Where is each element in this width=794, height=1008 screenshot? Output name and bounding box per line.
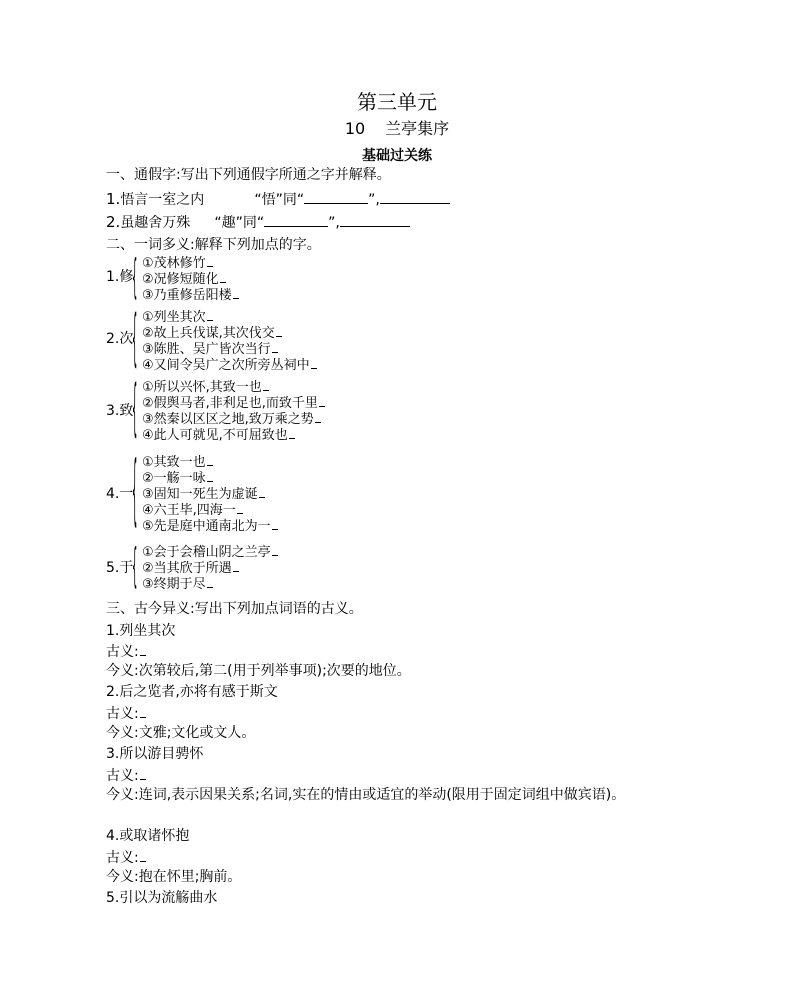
gu-yi-line: 古义: — [106, 767, 146, 786]
polysemy-item: ②当其欣于所遇 — [142, 561, 278, 577]
part3-heading: 三、古今异义:写出下列加点词语的古义。 — [106, 601, 363, 617]
group-lead: 2.次 — [106, 331, 134, 347]
polysemy-item: ①其致一也 — [142, 455, 278, 471]
lesson-name: 兰亭集序 — [385, 119, 450, 138]
polysemy-item: ③乃重修岳阳楼 — [142, 288, 239, 304]
jin-yi-line: 今义:抱在怀里;胸前。 — [106, 869, 242, 885]
part3-question: 5.引以为流觞曲水 — [106, 890, 218, 906]
polysemy-item: ④六王毕,四海一 — [142, 503, 278, 519]
answer-blank[interactable] — [340, 212, 410, 227]
polysemy-item: ③然秦以区区之地,致万乘之势 — [142, 412, 325, 428]
answer-blank[interactable] — [304, 189, 368, 204]
part1-item-1: 1.悟言一室之内 “悟”同“ ”, — [106, 189, 450, 210]
polysemy-item: ②况修短随化 — [142, 272, 239, 288]
polysemy-item: ③陈胜、吴广皆次当行 — [142, 342, 317, 358]
part3-question: 1.列坐其次 — [106, 623, 176, 639]
part1-item-2: 2.虽趣舍万殊 “趣”同“ ”, — [106, 212, 410, 233]
part3-question: 4.或取诸怀抱 — [106, 828, 190, 844]
brace-icon: { — [132, 449, 138, 538]
part1-heading: 一、通假字:写出下列通假字所通之字并解释。 — [106, 167, 391, 183]
polysemy-item: ①所以兴怀,其致一也 — [142, 380, 325, 396]
part3-question: 3.所以游目骋怀 — [106, 746, 204, 762]
polysemy-item: ④又间令吴广之次所旁丛祠中 — [142, 358, 317, 374]
jin-yi-line: 今义:文雅;文化或文人。 — [106, 725, 256, 741]
lesson-number: 10 — [344, 119, 366, 138]
gu-yi-line: 古义: — [106, 643, 146, 662]
brace-icon: { — [132, 541, 138, 595]
polysemy-item: ②假舆马者,非利足也,而致千里 — [142, 396, 325, 412]
brace-icon: { — [132, 252, 138, 306]
part2-heading: 二、一词多义:解释下列加点的字。 — [106, 237, 321, 253]
brace-icon: { — [132, 375, 138, 446]
polysemy-item: ④此人可就见,不可屈致也 — [142, 428, 325, 444]
group-lead: 5.于 — [106, 560, 134, 576]
polysemy-item: ②故上兵伐谋,其次伐交 — [142, 326, 317, 342]
group-lead: 3.致 — [106, 403, 134, 419]
polysemy-item: ②一觞一咏 — [142, 471, 278, 487]
polysemy-item: ①茂林修竹 — [142, 256, 239, 272]
lesson-title — [0, 116, 794, 139]
polysemy-item: ①会于会稽山阴之兰亭 — [142, 545, 278, 561]
polysemy-item: ①列坐其次 — [142, 310, 317, 326]
polysemy-item: ⑤先是庭中通南北为一 — [142, 519, 278, 535]
jin-yi-line: 今义:次第较后,第二(用于列举事项);次要的地位。 — [106, 663, 411, 679]
jin-yi-line: 今义:连词,表示因果关系;名词,实在的情由或适宜的举动(限用于固定词组中做宾语)。 — [106, 787, 626, 803]
unit-title: 第三单元 — [357, 90, 437, 114]
group-lead: 1.修 — [106, 269, 134, 285]
polysemy-item: ③固知一死生为虚诞 — [142, 487, 278, 503]
group-lead: 4.一 — [106, 486, 134, 502]
brace-icon: { — [132, 305, 138, 376]
part3-question: 2.后之览者,亦将有感于斯文 — [106, 684, 278, 700]
gu-yi-line: 古义: — [106, 849, 146, 868]
gu-yi-line: 古义: — [106, 705, 146, 724]
answer-blank[interactable] — [380, 189, 450, 204]
polysemy-item: ③终期于尽 — [142, 577, 278, 593]
answer-blank[interactable] — [264, 212, 328, 227]
section-title: 基础过关练 — [362, 148, 432, 164]
